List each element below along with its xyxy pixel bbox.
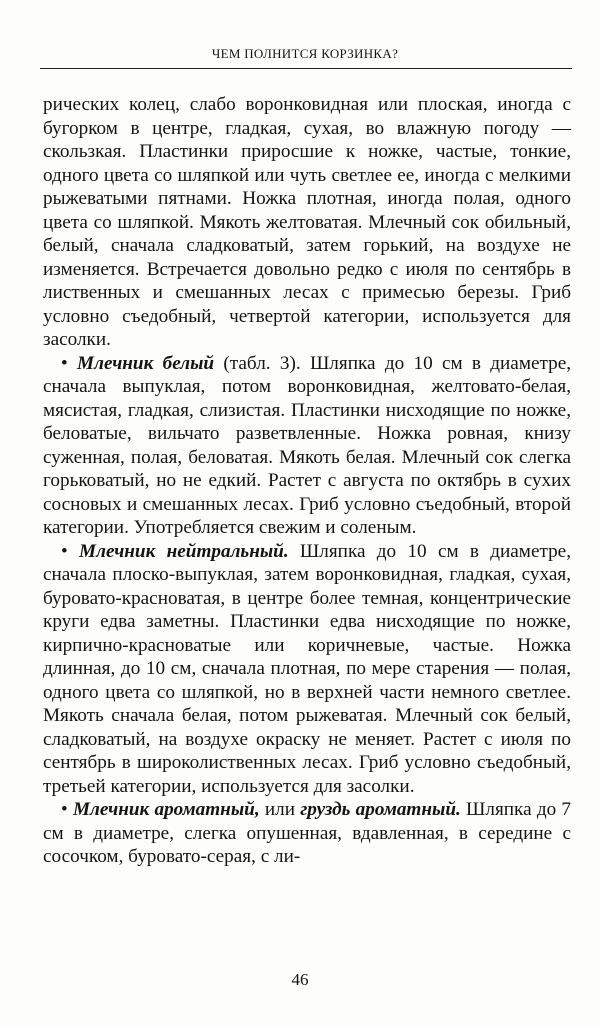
species-alt-name: груздь ароматный. xyxy=(300,799,461,820)
paragraph-intro: рических колец, слабо воронковидная или плоская, иногда с бугорком в центре, гладкая, сухая, во влажную погоду — скользкая. Пластинки приросшие к ножке, частые, тонкие, одного цвета со шляпкой или чуть светлее ее, иногда с мелкими рыжеватыми пятнами. Ножка плотная, иногда полая, одного цвета со шляпкой. Мякоть желтоватая. Млечный сок обильный, белый, сначала сладковатый, затем горький, на воздухе не изменяется. Встречается довольно редко с июля по сентябрь в лиственных и смешанных лесах с примесью березы. Гриб условно съедобный, четвертой категории, используется для засолки. xyxy=(43,94,571,350)
name-connector: или xyxy=(259,799,301,820)
page-number: 46 xyxy=(291,970,309,989)
species-description: (табл. 3). Шляпка до 10 см в диаметре, сначала выпуклая, потом воронковидная, желтовато-белая, мясистая, гладкая, слизистая. Пластинки нисходящие по ножке, беловатые, вильчато разветвленные. Ножка ровная, книзу суженная, полая, беловатая. Мякоть белая. Млечный сок слегка горьковатый, но не едкий. Растет с августа по октябрь в сухих сосновых и смешанных лесах. Гриб условно съедобный, второй категории. Употребляется свежим и соленым. xyxy=(43,352,572,538)
paragraph-item-aromatic-milkcap xyxy=(43,798,571,869)
species-name: Млечник ароматный, xyxy=(72,799,260,820)
paragraph-item-white-milkcap xyxy=(43,352,571,540)
bullet: • xyxy=(61,540,68,562)
bullet: • xyxy=(61,352,68,374)
page-body xyxy=(43,93,571,869)
running-header: ЧЕМ ПОЛНИТСЯ КОРЗИНКА? xyxy=(211,46,399,61)
species-name: Млечник белый xyxy=(77,352,215,374)
species-description: Шляпка до 10 см в диаметре, сначала плоско-выпуклая, затем воронковидная, гладкая, сухая, буровато-красноватая, в центре более темная, концентрические круги едва заметны. Пластинки едва нисходящие по ножке, кирпично-красноватые или коричневые, частые. Ножка длинная, до 10 см, сначала плотная, по мере старения — полая, одного цвета со шляпкой, но в верхней части немного светлее. Мякоть сначала белая, потом рыжеватая. Млечный сок белый, сладковатый, на воздухе окраску не меняет. Растет с июля по сентябрь в широколиственных лесах. Гриб условно съедобный, третьей категории, используется для засолки. xyxy=(43,540,571,797)
species-description: Шляпка до 7 см в диаметре, слегка опушенная, вдавленная, в середине с сосочком, буровато-серая, с ли- xyxy=(43,799,572,867)
paragraph-item-neutral-milkcap xyxy=(43,540,571,799)
header-rule xyxy=(40,68,572,69)
species-name: Млечник нейтральный. xyxy=(79,540,289,562)
bullet: • xyxy=(61,799,68,820)
